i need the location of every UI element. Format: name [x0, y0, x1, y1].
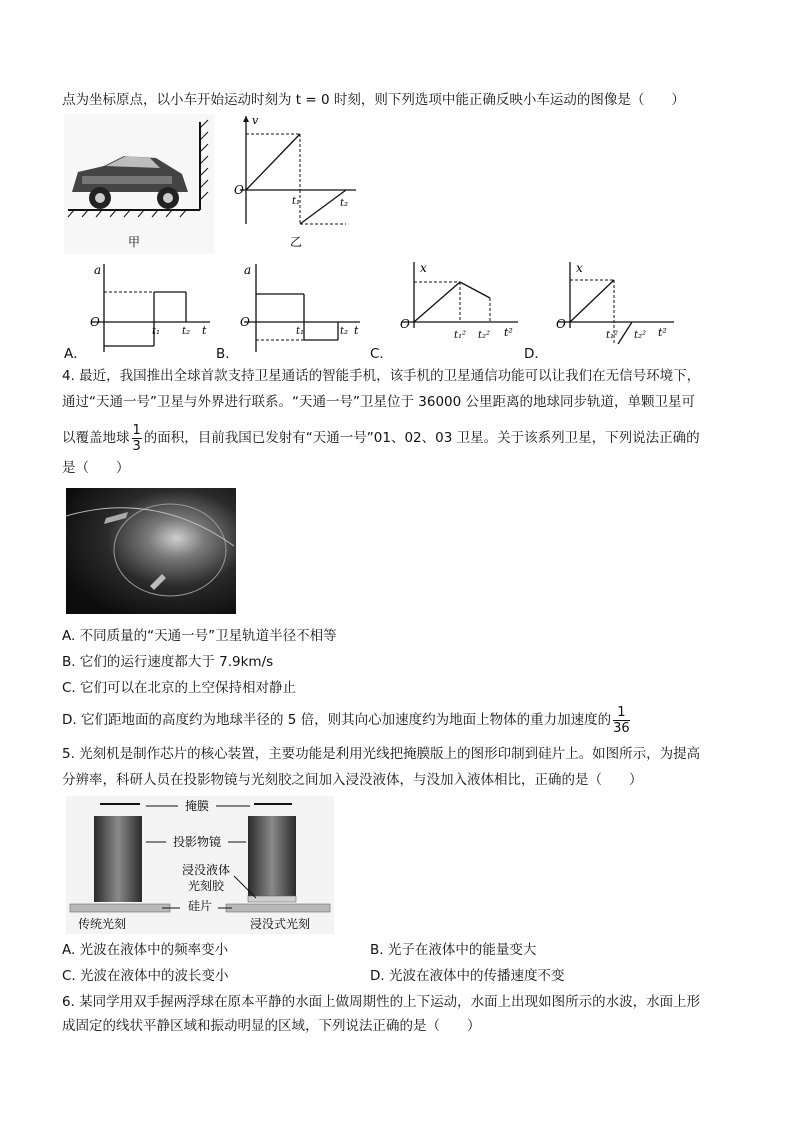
q4-line2: 通过“天通一号”卫星与外界进行联系。“天通一号”卫星位于 36000 公里距离的地球同步轨道，单颗卫星可	[62, 394, 696, 410]
svg-text:t₂²: t₂²	[634, 330, 647, 341]
svg-text:O: O	[556, 317, 566, 331]
q5-option-d[interactable]: D. 光波在液体中的传播速度不变	[370, 968, 565, 984]
svg-text:t₁: t₁	[296, 326, 305, 337]
svg-text:a: a	[244, 263, 252, 277]
fraction-one-third: $\frac{1}{3}$	[132, 422, 141, 454]
svg-text:传统光刻: 传统光刻	[77, 917, 127, 931]
q3-option-c-graph	[396, 258, 522, 356]
q4-option-d[interactable]: D. 它们距地面的高度约为地球半径的 5 倍，则其向心加速度约为地面上物体的重力加速度的 $\frac{1}{36}$	[62, 704, 630, 736]
svg-text:t₁: t₁	[152, 326, 161, 337]
lithography-figure	[66, 796, 334, 934]
svg-text:v: v	[252, 114, 259, 127]
q3-option-b-label[interactable]: B．	[216, 346, 239, 362]
fig-jia-label: 甲	[127, 235, 141, 249]
svg-text:t₁²: t₁²	[606, 330, 619, 341]
satellite-photo	[66, 488, 236, 614]
svg-text:t₂: t₂	[182, 326, 191, 337]
v-t-graph	[230, 112, 360, 252]
q5-option-b[interactable]: B. 光子在液体中的能量变大	[370, 942, 537, 958]
svg-text:t₂: t₂	[340, 198, 349, 209]
svg-text:浸没式光刻: 浸没式光刻	[249, 917, 311, 931]
q3-option-d-label[interactable]: D．	[524, 346, 548, 362]
svg-text:t: t	[202, 324, 207, 337]
svg-text:a: a	[94, 263, 102, 277]
q3-figure-yi	[230, 112, 360, 252]
svg-text:光刻胶: 光刻胶	[187, 879, 225, 893]
svg-text:掩膜: 掩膜	[184, 799, 210, 813]
q5-line2: 分辨率，科研人员在投影物镜与光刻胶之间加入浸没液体，与没加入液体相比，正确的是（ ）	[62, 772, 643, 788]
q3-option-a-label[interactable]: A．	[64, 346, 87, 362]
q6-line1: 6. 某同学用双手握两浮球在原本平静的水面上做周期性的上下运动，水面上出现如图所示的水波，水面上形	[62, 994, 701, 1010]
svg-text:乙: 乙	[289, 235, 303, 249]
svg-text:t₂²: t₂²	[478, 330, 491, 341]
q4-line1: 4. 最近，我国推出全球首款支持卫星通话的智能手机，该手机的卫星通信功能可以让我们在无信号环境下，	[62, 368, 701, 384]
fraction-one-thirtysix: $\frac{1}{36}$	[613, 704, 630, 736]
svg-text:O: O	[234, 183, 244, 197]
svg-text:O: O	[90, 315, 100, 329]
q4-line4: 是（ ）	[62, 460, 130, 476]
svg-text:t: t	[354, 324, 359, 337]
q3-stem-text: 点为坐标原点，以小车开始运动时刻为 t = 0 时刻，则下列选项中能正确反映小车运动的图像是（ ）	[62, 92, 685, 108]
svg-text:投影物镜: 投影物镜	[172, 835, 222, 849]
svg-text:t₂: t₂	[340, 326, 349, 337]
q3-option-b-graph	[236, 260, 366, 356]
q3-option-c-label[interactable]: C．	[370, 346, 393, 362]
q5-line1: 5. 光刻机是制作芯片的核心装置，主要功能是利用光线把掩膜版上的图形印制到硅片上。如图所示，为提高	[62, 746, 701, 762]
svg-text:O: O	[400, 317, 410, 331]
svg-text:t₁: t₁	[292, 196, 301, 207]
svg-text:x: x	[576, 261, 583, 275]
q4-option-b[interactable]: B. 它们的运行速度都大于 7.9km/s	[62, 654, 274, 670]
svg-text:t₁²: t₁²	[454, 330, 467, 341]
q5-option-c[interactable]: C. 光波在液体中的波长变小	[62, 968, 229, 984]
svg-text:浸没液体: 浸没液体	[181, 863, 231, 877]
q4-option-a[interactable]: A. 不同质量的“天通一号”卫星轨道半径不相等	[62, 628, 337, 644]
svg-text:硅片: 硅片	[187, 899, 213, 913]
q6-line2: 成固定的线状平静区域和振动明显的区域，下列说法正确的是（ ）	[62, 1018, 481, 1034]
q3-option-d-graph	[552, 258, 678, 356]
q4-line3: 以覆盖地球 $\frac{1}{3}$ 的面积，目前我国已发射有“天通一号”01、02、03 卫星。关于该系列卫星，下列说法正确的	[62, 422, 700, 454]
q3-option-a-graph	[86, 260, 216, 356]
q3-figure-jia	[64, 114, 214, 254]
svg-text:O: O	[240, 315, 250, 329]
svg-text:x: x	[420, 261, 427, 275]
q5-option-a[interactable]: A. 光波在液体中的频率变小	[62, 942, 229, 958]
toy-car-image	[64, 114, 214, 254]
q4-option-c[interactable]: C. 它们可以在北京的上空保持相对静止	[62, 680, 297, 696]
q3-stem	[62, 90, 685, 110]
svg-text:t²: t²	[658, 326, 667, 339]
svg-text:t²: t²	[504, 326, 513, 339]
